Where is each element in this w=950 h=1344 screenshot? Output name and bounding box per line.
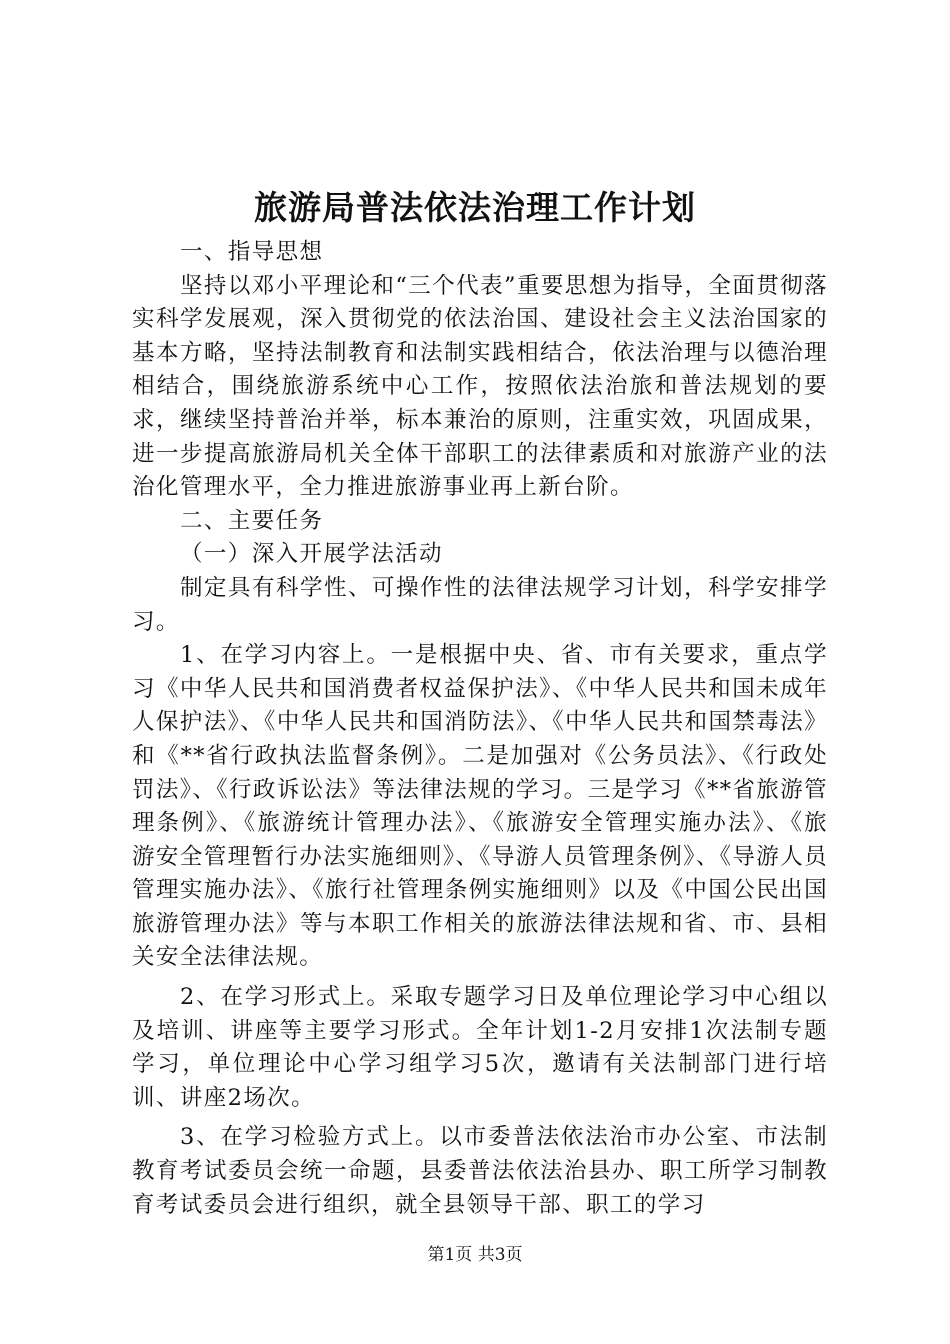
subsection-heading-study-activities: （一）深入开展学法活动 <box>180 541 443 568</box>
document-body <box>132 236 828 1222</box>
paragraph-study-content: 1、在学习内容上。一是根据中央、省、市有关要求，重点学习《中华人民共和国消费者权益保护法》、《中华人民共和国未成年人保护法》、《中华人民共和国消防法》、《中华人民共和国禁毒法》和《**省行政执法监督条例》。二是加强对《公务员法》、《行政处罚法》、《行政诉讼法》等法律法规的学习。三是学习《**省旅游管理条例》、《旅游统计管理办法》、《旅游安全管理实施办法》、《旅游安全管理暂行办法实施细则》、《导游人员管理条例》、《导游人员管理实施办法》、《旅行社管理条例实施细则》以及《中国公民出国旅游管理办法》等与本职工作相关的旅游法律法规和省、市、县相关安全法律法规。 <box>132 642 828 971</box>
paragraph-study-examination: 3、在学习检验方式上。以市委普法依法治市办公室、市法制教育考试委员会统一命题，县委普法依法治县办、职工所学习制教育考试委员会进行组织，就全县领导干部、职工的学习 <box>132 1124 828 1218</box>
paragraph-guiding-thought: 坚持以邓小平理论和“三个代表”重要思想为指导，全面贯彻落实科学发展观，深入贯彻党的依法治国、建设社会主义法治国家的基本方略，坚持法制教育和法制实践相结合，依法治理与以德治理相结合，围绕旅游系统中心工作，按照依法治旅和普法规划的要求，继续坚持普治并举，标本兼治的原则，注重实效，巩固成果，进一步提高旅游局机关全体干部职工的法律素质和对旅游产业的法治化管理水平，全力推进旅游事业再上新台阶。 <box>132 272 828 501</box>
paragraph-study-plan: 制定具有科学性、可操作性的法律法规学习计划，科学安排学习。 <box>132 574 828 635</box>
paragraph-study-form: 2、在学习形式上。采取专题学习日及单位理论学习中心组以及培训、讲座等主要学习形式。全年计划1-2月安排1次法制专题学习，单位理论中心学习组学习5次，邀请有关法制部门进行培训、讲座2场次。 <box>132 984 828 1111</box>
section-heading-guiding-thought: 一、指导思想 <box>180 239 324 265</box>
section-heading-main-tasks: 二、主要任务 <box>180 507 324 534</box>
page-number-footer: 第1页 共3页 <box>427 1245 523 1265</box>
document-title: 旅游局普法依法治理工作计划 <box>254 188 696 227</box>
